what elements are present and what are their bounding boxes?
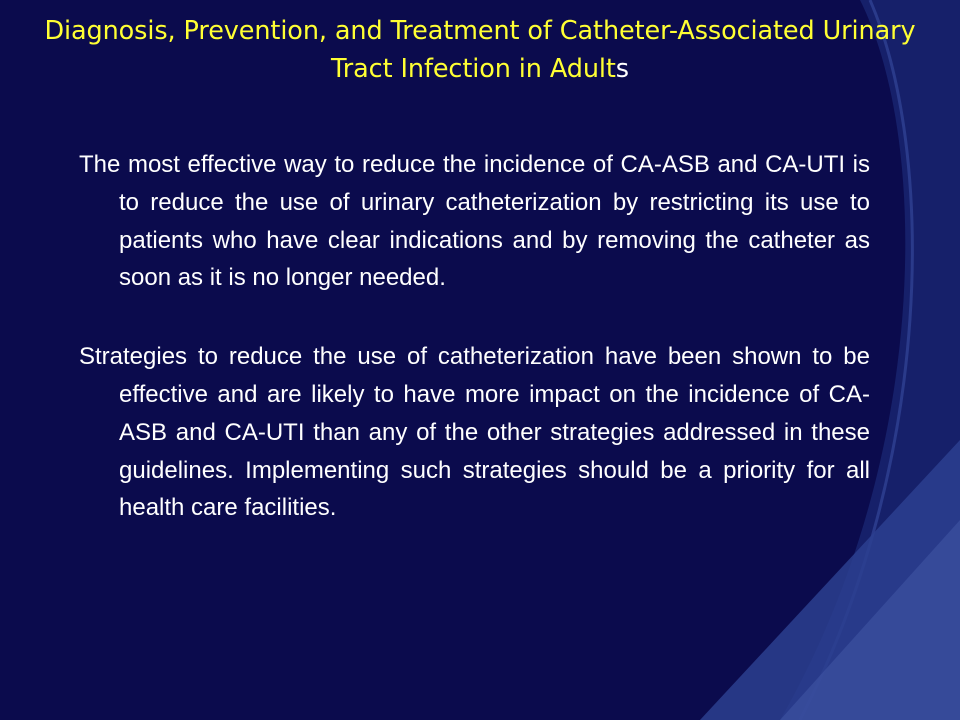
title-main: Diagnosis, Prevention, and Treatment of Catheter-Associated Urinary Tract Infection in Adult <box>44 16 916 84</box>
title-tail: s <box>615 54 629 84</box>
slide-body <box>79 146 870 527</box>
paragraph-1: The most effective way to reduce the incidence of CA-ASB and CA-UTI is to reduce the use of urinary catheterization by restricting its use to patients who have clear indications and by removing the catheter as soon as it is no longer needed. <box>79 151 870 292</box>
paragraph-2: Strategies to reduce the use of catheterization have been shown to be effective and are likely to have more impact on the incidence of CA-ASB and CA-UTI than any of the other strategies addressed in these guidelines. Implementing such strategies should be a priority for all health care facilities. <box>79 343 870 522</box>
slide-title <box>40 12 920 88</box>
